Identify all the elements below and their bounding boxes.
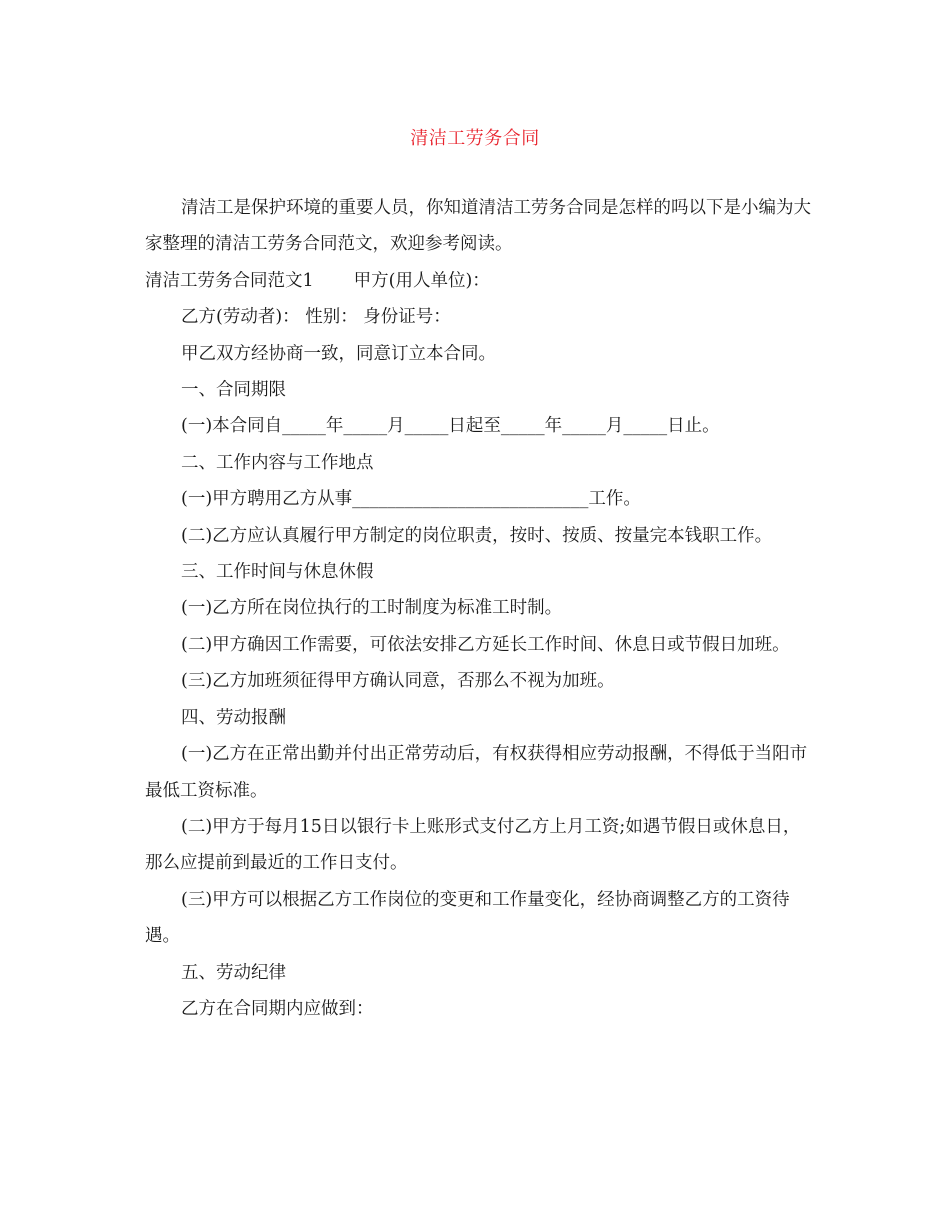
section-heading-work: 二、工作内容与工作地点 [181,452,374,473]
party-a-label: 甲方(用人单位)： [353,270,490,291]
clause-pay-1: (一)乙方在正常出勤并付出正常劳动后，有权获得相应劳动报酬，不得低于当阳市最低工资标准。 [145,744,808,801]
clause-work-2: (二)乙方应认真履行甲方制定的岗位职责，按时、按质、按量完本钱职工作。 [181,525,773,546]
clause-term: (一)本合同自_____年_____月_____日起至_____年_____月_____日止。 [181,416,720,437]
document-title: 清洁工劳务合同 [410,128,540,149]
section-heading-discipline: 五、劳动纪律 [181,962,286,983]
clause-pay-3: (三)甲方可以根据乙方工作岗位的变更和工作量变化，经协商调整乙方的工资待遇。 [145,889,790,947]
party-b-line: 乙方(劳动者)： 性别： 身份证号： [181,307,451,328]
section-heading-pay: 四、劳动报酬 [181,707,286,728]
clause-hours-3: (三)乙方加班须征得甲方确认同意，否那么不视为加班。 [181,671,615,692]
sample-heading: 清洁工劳务合同范文1 [145,270,314,291]
clause-discipline-intro: 乙方在合同期内应做到： [181,998,374,1019]
section-heading-term: 一、合同期限 [181,380,286,401]
sample-heading-line [145,263,815,299]
agreement-line: 甲乙双方经协商一致，同意订立本合同。 [181,343,496,364]
clause-hours-1: (一)乙方所在岗位执行的工时制度为标准工时制。 [181,598,563,619]
clause-work-1: (一)甲方聘用乙方从事___________________________工作。 [181,489,641,510]
section-heading-hours: 三、工作时间与休息休假 [181,562,374,583]
intro-paragraph: 清洁工是保护环境的重要人员，你知道清洁工劳务合同是怎样的吗以下是小编为大家整理的清洁工劳务合同范文，欢迎参考阅读。 [145,198,811,255]
clause-pay-2: (二)甲方于每月15日以银行卡上账形式支付乙方上月工资;如遇节假日或休息日，那么应提前到最近的工作日支付。 [145,816,801,874]
clause-hours-2: (二)甲方确因工作需要，可依法安排乙方延长工作时间、休息日或节假日加班。 [181,634,790,655]
document-body [145,190,815,1027]
